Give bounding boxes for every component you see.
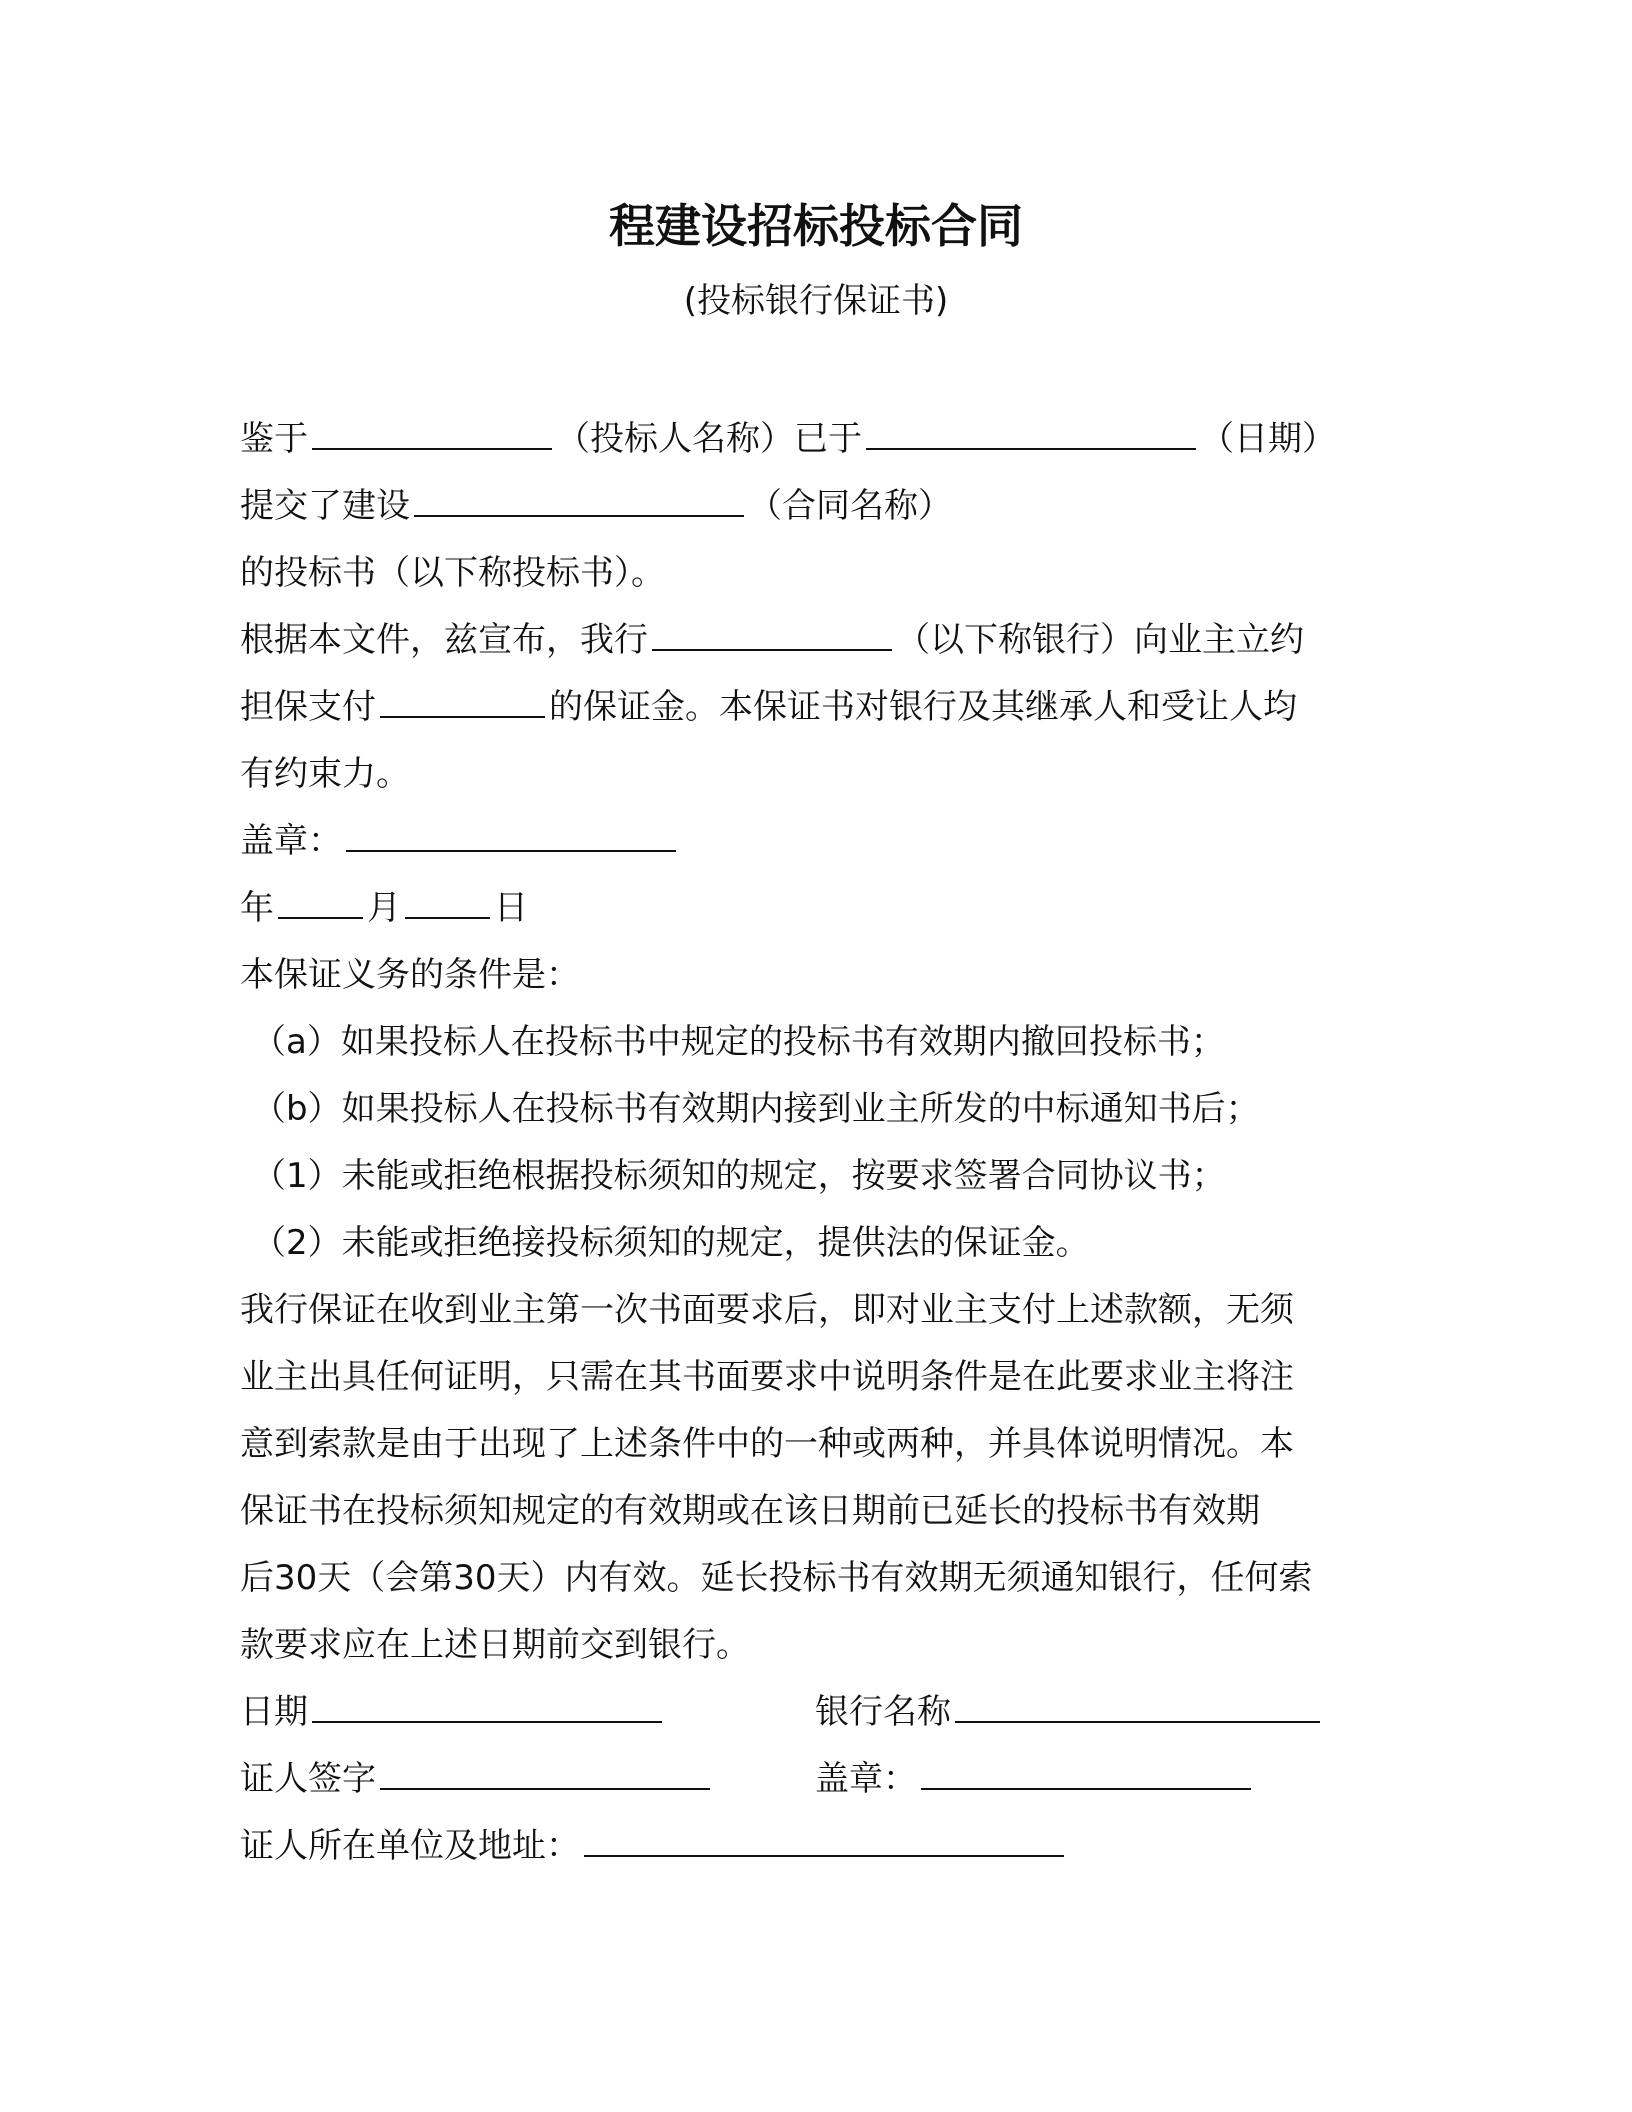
footer-row-witness-seal	[240, 1746, 1400, 1813]
footer-date-label: 日期	[240, 1692, 308, 1732]
text-jianyu: 鉴于	[240, 419, 308, 459]
line-submitted	[240, 473, 1400, 540]
document-subtitle: (投标银行保证书)	[683, 281, 949, 321]
blank-day	[405, 875, 490, 919]
line-bid-doc: 的投标书（以下称投标书）。	[240, 553, 665, 593]
day-label: 日	[494, 888, 528, 928]
line-guarantee	[240, 674, 1400, 741]
text-guarantee-pay: 担保支付	[240, 687, 376, 727]
text-submitted: 提交了建设	[240, 486, 410, 526]
text-contract-name-label: （合同名称）	[748, 486, 952, 526]
line-binding: 有约束力。	[240, 754, 410, 794]
blank-bank	[652, 607, 892, 651]
paragraph-line: 款要求应在上述日期前交到银行。	[240, 1625, 750, 1665]
footer-witness-address-label: 证人所在单位及地址：	[240, 1826, 580, 1866]
blank-bidder-name	[312, 406, 552, 450]
blank-date	[866, 406, 1196, 450]
condition-item: （2）未能或拒绝接投标须知的规定，提供法的保证金。	[252, 1223, 1090, 1263]
paragraph-line: 业主出具任何证明，只需在其书面要求中说明条件是在此要求业主将注	[240, 1357, 1294, 1397]
footer-bank-col	[815, 1679, 1324, 1746]
line-seal	[240, 808, 1400, 875]
blank-seal	[346, 808, 676, 852]
footer-seal-col	[815, 1746, 1255, 1813]
condition-item: （b）如果投标人在投标书有效期内接到业主所发的中标通知书后；	[252, 1089, 1260, 1129]
line-declaration	[240, 607, 1400, 674]
blank-footer-date	[312, 1679, 662, 1723]
paragraph-line: 保证书在投标须知规定的有效期或在该日期前已延长的投标书有效期	[240, 1491, 1260, 1531]
blank-bank-name	[955, 1679, 1320, 1723]
blank-contract-name	[414, 473, 744, 517]
month-label: 月	[367, 888, 401, 928]
paragraph-line: 我行保证在收到业主第一次书面要求后，即对业主支付上述款额，无须	[240, 1290, 1294, 1330]
year-label: 年	[240, 888, 274, 928]
blank-month	[278, 875, 363, 919]
footer-row-witness-address	[240, 1813, 1400, 1880]
blank-amount	[380, 674, 545, 718]
blank-witness-sign	[380, 1746, 710, 1790]
document-title: 程建设招标投标合同	[609, 199, 1023, 253]
footer-bank-name-label: 银行名称	[815, 1692, 951, 1732]
text-guarantee-binding: 的保证金。本保证书对银行及其继承人和受让人均	[549, 687, 1297, 727]
footer-seal-label: 盖章：	[815, 1759, 917, 1799]
text-date-label: （日期）	[1200, 419, 1336, 459]
blank-witness-address	[584, 1813, 1064, 1857]
condition-item: （a）如果投标人在投标书中规定的投标书有效期内撤回投标书；	[252, 1022, 1225, 1062]
paragraph-line: 后30天（会第30天）内有效。延长投标书有效期无须通知银行，任何索	[240, 1558, 1313, 1598]
text-bidder-name-label: （投标人名称）已于	[556, 419, 862, 459]
line-date	[240, 875, 1400, 942]
blank-footer-seal	[921, 1746, 1251, 1790]
line-recital	[240, 406, 1400, 473]
condition-item: （1）未能或拒绝根据投标须知的规定，按要求签署合同协议书；	[252, 1156, 1226, 1196]
document-body	[240, 406, 1400, 1880]
footer-witness-sign-label: 证人签字	[240, 1759, 376, 1799]
paragraph-line: 意到索款是由于出现了上述条件中的一种或两种，并具体说明情况。本	[240, 1424, 1294, 1464]
text-declaration: 根据本文件，兹宣布，我行	[240, 620, 648, 660]
conditions-heading: 本保证义务的条件是：	[240, 955, 580, 995]
text-bank-label: （以下称银行）向业主立约	[896, 620, 1304, 660]
footer-row-date-bank	[240, 1679, 1400, 1746]
seal-label: 盖章：	[240, 821, 342, 861]
